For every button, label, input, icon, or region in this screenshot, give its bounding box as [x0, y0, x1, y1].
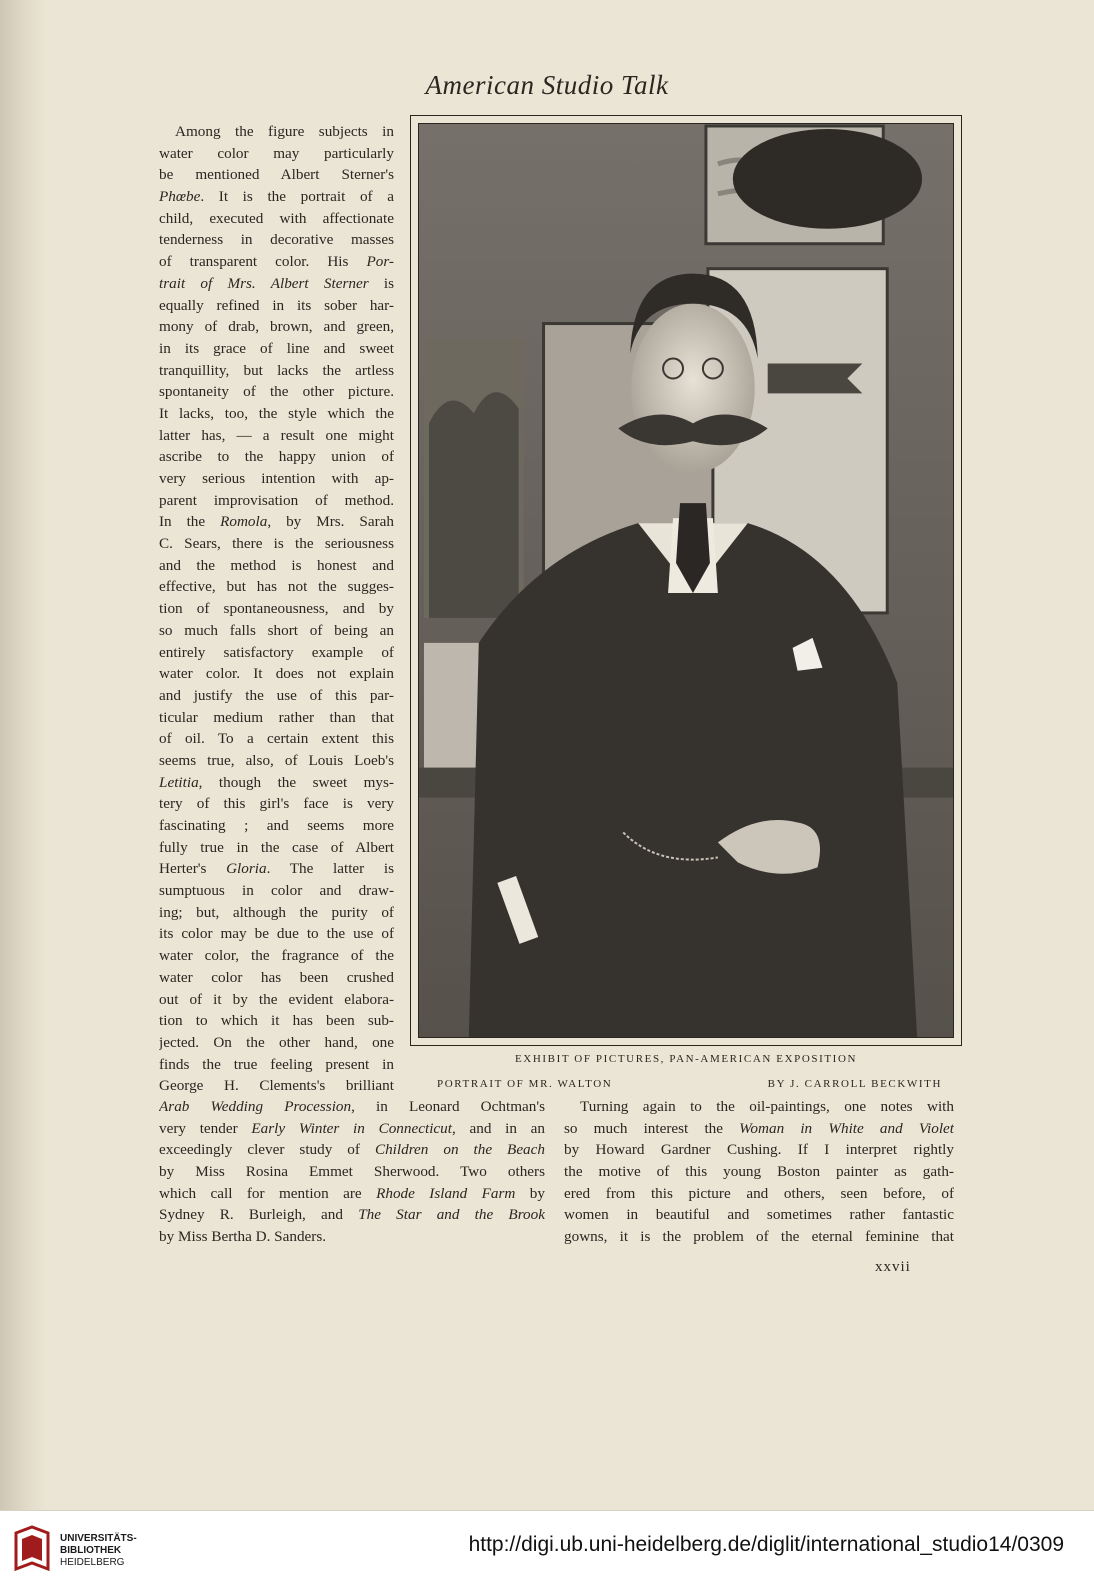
text-line: George H. Clements's brilliant [159, 1077, 394, 1095]
page-gutter-shadow [0, 0, 46, 1510]
text-line: ing; but, although the purity of [159, 903, 394, 921]
text-line: parent improvisation of method. [159, 491, 394, 509]
figure-caption-title: EXHIBIT OF PICTURES, PAN-AMERICAN EXPOSITION [514, 1053, 858, 1065]
text-line: which call for mention are Rhode Island Farm by [159, 1184, 545, 1202]
text-line: ticular medium rather than that [159, 708, 394, 726]
text-line: by Miss Rosina Emmet Sherwood. Two others [159, 1163, 545, 1181]
text-line: tranquillity, but lacks the artless [159, 361, 394, 379]
text-line: out of it by the evident elabora- [159, 990, 394, 1008]
text-line: gowns, it is the problem of the eternal feminine that [564, 1228, 954, 1246]
text-line: the motive of this young Boston painter as gath- [564, 1163, 954, 1181]
text-line: and justify the use of this par- [159, 686, 394, 704]
text-line: tion to which it has been sub- [159, 1012, 394, 1030]
text-line: trait of Mrs. Albert Sterner is [159, 274, 394, 292]
text-line: of transparent color. His Por- [159, 253, 394, 271]
portrait-photograph [410, 115, 962, 1046]
text-line: exceedingly clever study of Children on the Beach [159, 1141, 545, 1159]
text-line: and the method is honest and [159, 556, 394, 574]
text-line: by Miss Bertha D. Sanders. [159, 1228, 327, 1246]
text-line: spontaneity of the other picture. [159, 383, 394, 401]
library-footer [0, 1510, 1094, 1588]
text-line: so much interest the Woman in White and Violet [564, 1119, 954, 1137]
library-name-line2: BIBLIOTHEK [60, 1545, 122, 1556]
text-line: Phœbe. It is the portrait of a [159, 188, 394, 206]
running-head: American Studio Talk [425, 70, 669, 100]
text-line: It lacks, too, the style which the [159, 404, 394, 422]
figure-caption-artist: BY J. CARROLL BECKWITH [767, 1078, 942, 1090]
text-line: equally refined in its sober har- [159, 296, 394, 314]
text-line: be mentioned Albert Sterner's [159, 166, 394, 184]
text-line: Herter's Gloria. The latter is [159, 860, 394, 878]
text-line: finds the true feeling present in [159, 1055, 394, 1073]
text-line: Arab Wedding Procession, in Leonard Ochtman's [159, 1098, 545, 1115]
left-column-text [159, 121, 394, 1097]
text-line: effective, but has not the sugges- [159, 578, 394, 596]
text-line: fully true in the case of Albert [159, 838, 394, 856]
library-name-line1: UNIVERSITÄTS- [60, 1533, 137, 1544]
text-line: sumptuous in color and draw- [159, 882, 394, 900]
text-line: water color has been crushed [159, 968, 394, 986]
text-line: by Howard Gardner Cushing. If I interpret rightly [564, 1141, 954, 1159]
figure-caption-subject: PORTRAIT OF MR. WALTON [437, 1078, 613, 1090]
text-line: Turning again to the oil-paintings, one notes with [580, 1098, 954, 1115]
text-line: very tender Early Winter in Connecticut, and in an [159, 1119, 545, 1137]
figure-caption-credits [437, 1078, 942, 1090]
text-line: C. Sears, there is the seriousness [159, 535, 394, 553]
text-line: seems true, also, of Louis Loeb's [159, 751, 394, 769]
text-line: mony of drab, brown, and green, [159, 318, 394, 336]
text-line: entirely satisfactory example of [159, 643, 394, 661]
portrait-image [418, 123, 954, 1038]
bottom-right-text [564, 1096, 954, 1248]
text-line: child, executed with affectionate [159, 209, 394, 227]
text-line: Sydney R. Burleigh, and The Star and the Brook [159, 1206, 545, 1224]
text-line: in its grace of line and sweet [159, 339, 394, 357]
library-name [60, 1533, 137, 1569]
text-line: so much falls short of being an [159, 621, 394, 639]
text-line: tenderness in decorative masses [159, 231, 394, 249]
bottom-left-text [159, 1096, 545, 1248]
text-line: latter has, — a result one might [159, 426, 394, 444]
text-line: water color may particularly [159, 144, 394, 162]
university-library-logo-icon [12, 1525, 52, 1573]
text-line: women in beautiful and sometimes rather fantastic [564, 1206, 954, 1224]
text-line: ered from this picture and others, seen before, of [564, 1184, 954, 1202]
text-line: very serious intention with ap- [159, 470, 394, 487]
text-line: tion of spontaneousness, and by [159, 600, 394, 618]
text-line: ascribe to the happy union of [159, 448, 394, 466]
text-line: water color. It does not explain [159, 665, 394, 683]
text-line: water color, the fragrance of the [159, 947, 394, 965]
text-line: its color may be due to the use of [159, 925, 394, 943]
text-line: fascinating ; and seems more [159, 817, 394, 834]
text-line: Letitia, though the sweet mys- [159, 773, 394, 791]
text-line: of oil. To a certain extent this [159, 730, 394, 748]
library-name-line3: HEIDELBERG [60, 1557, 125, 1568]
text-line: jected. On the other hand, one [159, 1033, 394, 1051]
text-line: tery of this girl's face is very [159, 795, 394, 813]
text-line: Among the figure subjects in [175, 123, 394, 140]
text-line: In the Romola, by Mrs. Sarah [159, 513, 394, 531]
portrait-illustration [419, 124, 953, 1037]
source-url-link[interactable]: http://digi.ub.uni-heidelberg.de/diglit/international_studio14/0309 [468, 1533, 1064, 1556]
page-number: xxvii [875, 1259, 911, 1275]
